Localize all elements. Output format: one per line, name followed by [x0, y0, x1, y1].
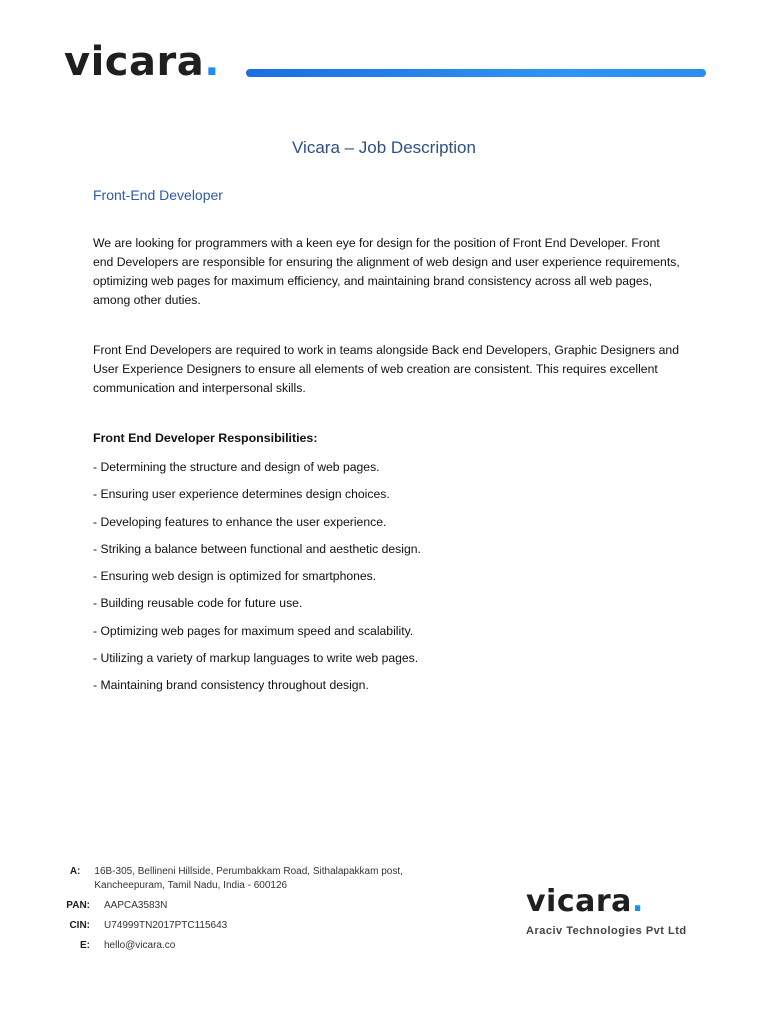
list-item: - Striking a balance between functional and aesthetic design.	[93, 541, 421, 556]
list-item: - Utilizing a variety of markup languages to write web pages.	[93, 651, 419, 666]
responsibilities-heading: Front End Developer Responsibilities:	[93, 431, 318, 445]
list-item: - Developing features to enhance the user experience.	[93, 514, 387, 529]
list-item: - Building reusable code for future use.	[93, 596, 303, 611]
logo-text: vicara	[64, 39, 205, 85]
footer-vicara-logo	[526, 884, 706, 920]
footer-logo-dot: .	[631, 884, 644, 919]
teamwork-paragraph: Front End Developers are required to work in teams alongside Back end Developers, Graphic Designers and User Experience Designers to ensure all elements of web creation are consistent. This requires excellent communication and interpersonal skills.	[93, 343, 679, 395]
list-item: - Ensuring web design is optimized for smartphones.	[93, 569, 377, 584]
address-label: A:	[69, 866, 81, 877]
intro-paragraph: We are looking for programmers with a keen eye for design for the position of Front End Developer. Front end Developers are responsible for ensuring the alignment of web design and user experience requirements, optimizing web pages for maximum efficiency, and maintaining brand consistency across all web pages, among other duties.	[93, 236, 680, 307]
email-row	[56, 939, 456, 953]
list-item: - Optimizing web pages for maximum speed and scalability.	[93, 623, 414, 638]
email-value: hello@vicara.co	[104, 940, 176, 951]
cin-row	[56, 919, 456, 933]
company-name: Araciv Technologies Pvt Ltd	[526, 925, 687, 937]
list-item: - Determining the structure and design of web pages.	[93, 460, 380, 474]
list-item: - Maintaining brand consistency throughout design.	[93, 678, 369, 693]
role-title: Front-End Developer	[93, 187, 223, 203]
email-label: E:	[80, 940, 90, 951]
cin-label: CIN:	[69, 920, 90, 931]
pan-label: PAN:	[66, 900, 90, 911]
document-title: Vicara – Job Description	[292, 138, 476, 157]
header-accent-bar	[246, 69, 706, 77]
responsibilities-list	[93, 458, 693, 704]
page-header	[64, 38, 706, 88]
footer-contact-info	[56, 865, 456, 959]
pan-row	[56, 899, 456, 913]
address-row	[56, 865, 456, 893]
footer-logo-text: vicara	[526, 884, 632, 919]
pan-value: AAPCA3583N	[104, 900, 168, 911]
address-value: 16B-305, Bellineni Hillside, Perumbakkam Road, Sithalapakkam post, Kancheepuram, Tamil Nadu, India - 600126	[94, 866, 403, 891]
vicara-logo	[64, 38, 220, 86]
list-item: - Ensuring user experience determines design choices.	[93, 487, 390, 502]
cin-value: U74999TN2017PTC115643	[104, 920, 228, 931]
footer-brand	[526, 884, 706, 937]
logo-dot: .	[204, 39, 220, 85]
